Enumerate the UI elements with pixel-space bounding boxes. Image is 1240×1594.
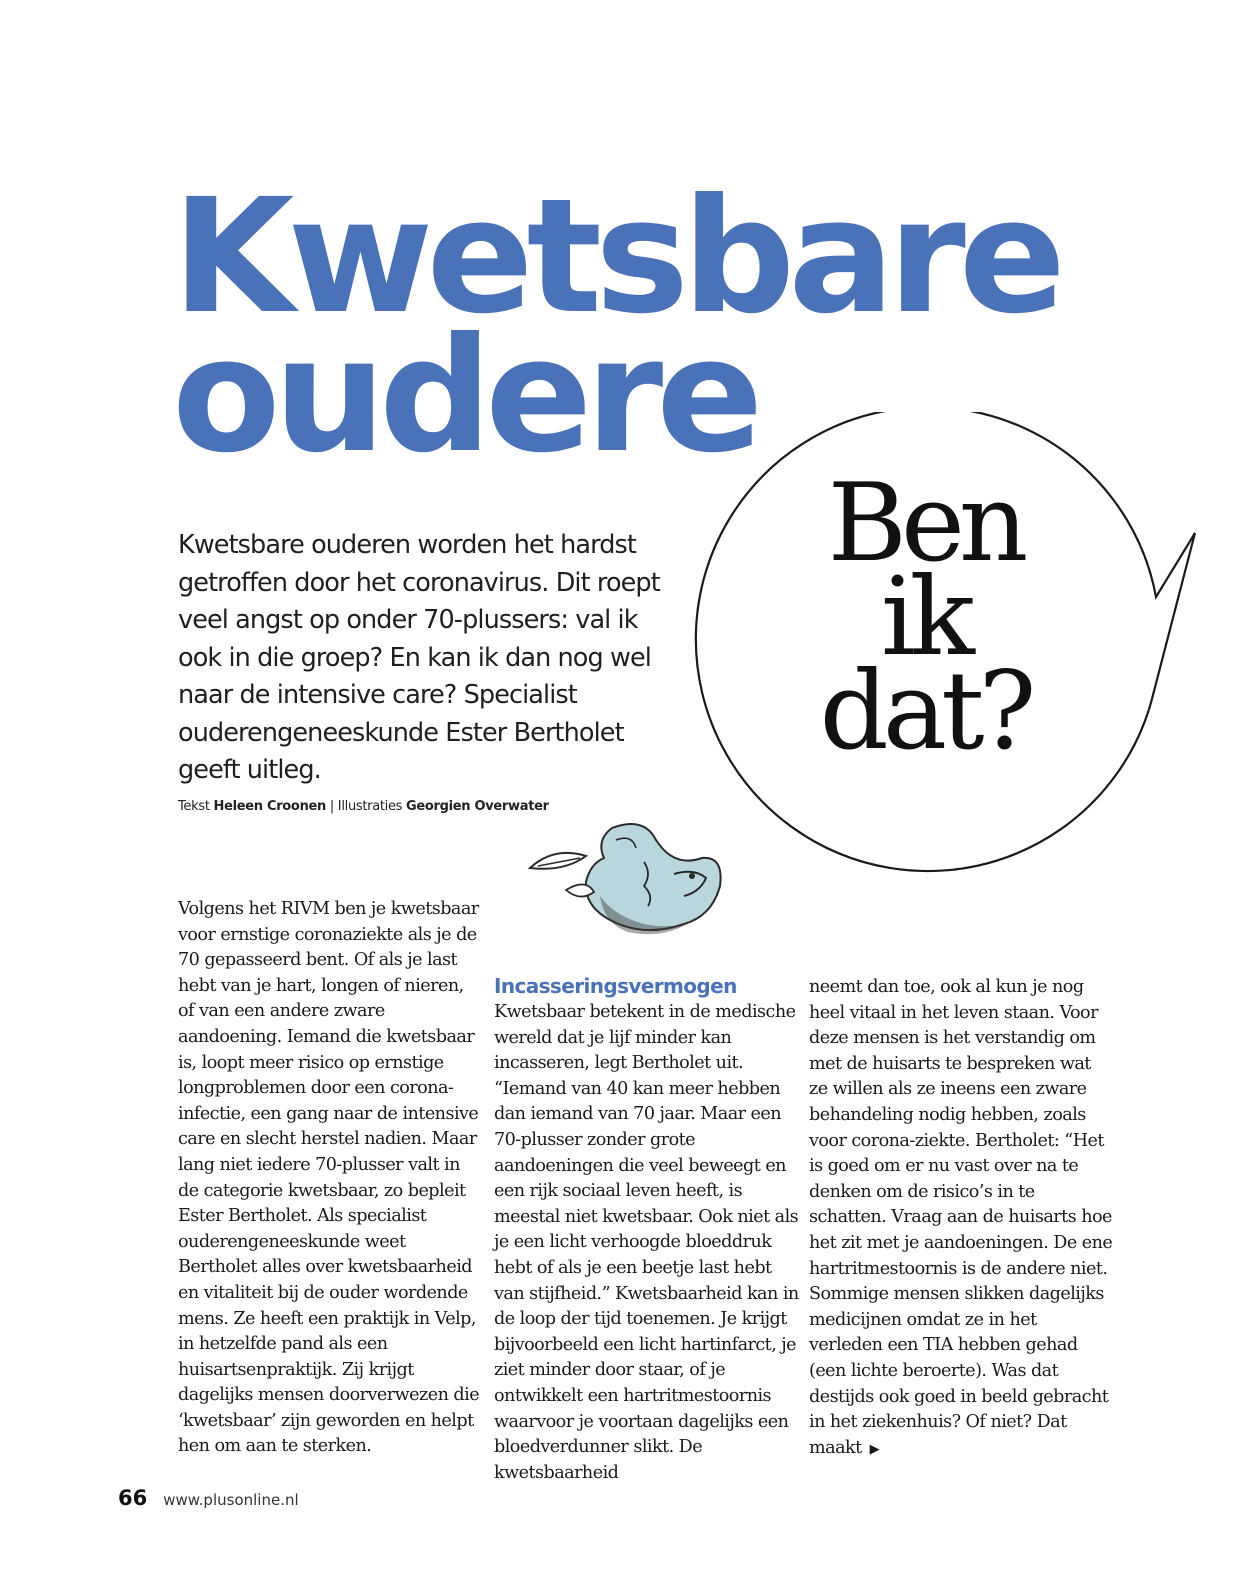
credits-author: Heleen Croonen (213, 799, 326, 814)
credits-illustrations-label: Illustraties (337, 799, 403, 814)
column-3-paragraph (809, 975, 1114, 1462)
bubble-line-1: Ben (827, 461, 1023, 586)
body-column-3 (809, 975, 1114, 1462)
page-number: 66 (118, 1486, 148, 1510)
headline-line-2: oudere (172, 304, 757, 489)
column-2-text: Kwetsbaar betekent in de medische wereld dat je lijf minder kan incasseren, legt Bertholet uit. “Iemand van 40 kan meer hebben dan iemand van 70 jaar. Maar een 70-plusser zonder grote aandoeningen die veel beweegt en een rijk sociaal leven heeft, is meestal niet kwetsbaar. Ook niet als je een licht verhoogde bloeddruk hebt of als je een beetje last hebt van stijfheid.” Kwetsbaarheid kan in de loop der tijd toenemen. Je krijgt bijvoorbeeld een licht hartinfarct, je ziet minder door staar, of je ontwikkelt een hartritmestoornis waarvoor je voortaan dagelijks een bloedverdunner slikt. De kwetsbaarheid (494, 1002, 799, 1483)
credits-text-label: Tekst (178, 799, 210, 814)
headline-line-1: Kwetsbare (172, 165, 1059, 349)
bird-illustration (524, 812, 734, 950)
subheading: Incasseringsvermogen (494, 974, 737, 998)
body-column-2 (494, 972, 799, 1486)
credits-illustrator: Georgien Overwater (405, 799, 549, 814)
bubble-question (780, 461, 1070, 774)
column-3-text: neemt dan toe, ook al kun je nog heel vitaal in het leven staan. Voor deze mensen is het verstandig om met de huisarts te bespreken wat ze willen als ze ineens een zware behandeling nodig hebben, zoals voor corona-ziekte. Bertholet: “Het is goed om er nu vast over na te denken om de risico’s in te schatten. Vraag aan de huisarts hoe het zit met je aandoeningen. De ene hartritmestoornis is de andere niet. Sommige mensen slikken dagelijks medicijnen omdat ze in het verleden een TIA hebben gehad (een lichte beroerte). Was dat destijds ook goed in beeld gebracht in het ziekenhuis? Of niet? Dat maakt (809, 977, 1113, 1458)
credits (178, 799, 549, 814)
credits-separator: | (329, 799, 334, 814)
intro-paragraph: Kwetsbare ouderen worden het hardst getroffen door het coronavirus. Dit roept veel angst op onder 70-plussers: val ik ook in die groep? En kan ik dan nog wel naar de intensive care? Specialist ouderengeneeskunde Ester Bertholet geeft uitleg. (178, 530, 660, 785)
column-1-text: Volgens het RIVM ben je kwetsbaar voor ernstige coronaziekte als je de 70 gepasseerd bent. Of als je last hebt van je hart, longen of nieren, of van een andere zware aandoening. Iemand die kwetsbaar is, loopt meer risico op ernstige longproblemen door een corona-infectie, een gang naar de intensive care en slecht herstel nadien. Maar lang niet iedere 70-plusser valt in de categorie kwetsbaar, zo bepleit Ester Bertholet. Als specialist ouderengeneeskunde weet Bertholet alles over kwetsbaarheid en vitaliteit bij de ouder wordende mens. Ze heeft een praktijk in Velp, in hetzelfde pand als een huisartsenpraktijk. Zij krijgt dagelijks mensen doorverwezen die ‘kwetsbaar’ zijn geworden en helpt hen om aan te sterken. (178, 899, 480, 1457)
body-column-1 (178, 897, 483, 1460)
bubble-line-3: dat? (819, 649, 1031, 774)
bubble-line-2: ik (881, 555, 969, 680)
website-url: www.plusonline.nl (163, 1491, 299, 1509)
page-footer (118, 1486, 299, 1510)
continue-arrow-icon: ▶ (869, 1441, 880, 1457)
